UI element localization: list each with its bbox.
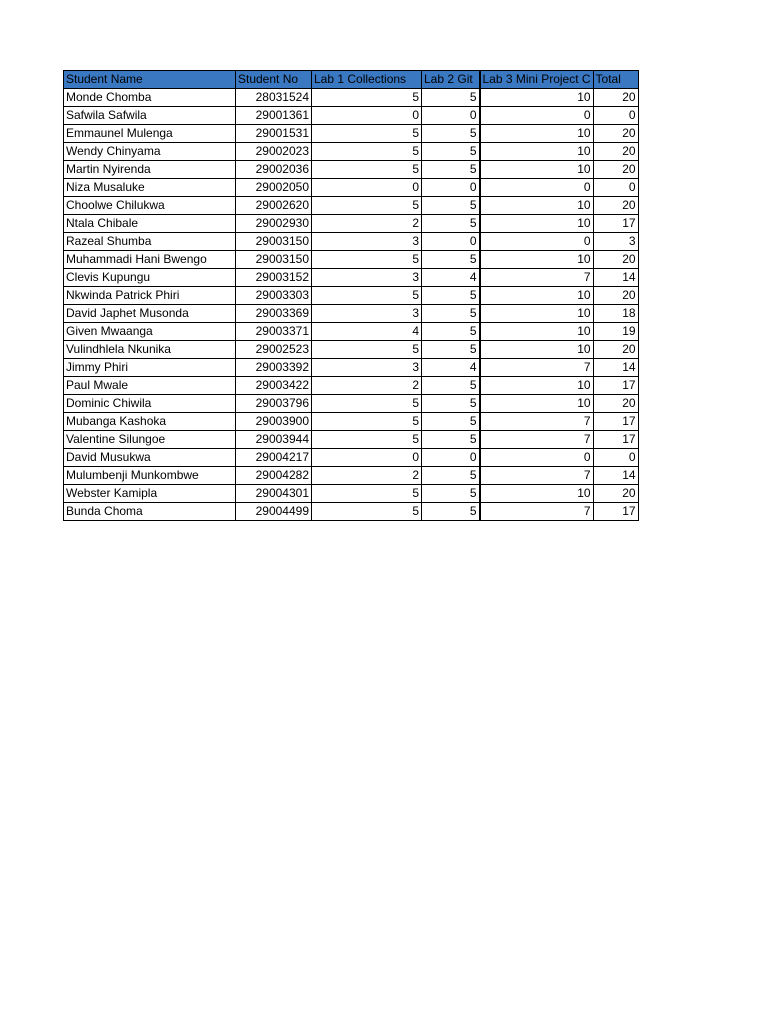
lab3-cell: 10 [480,251,594,269]
student-no-cell: 29002620 [236,197,312,215]
lab1-cell: 5 [312,143,422,161]
lab3-cell: 7 [480,269,594,287]
lab3-cell: 10 [480,377,594,395]
lab1-cell: 5 [312,197,422,215]
student-name-cell: David Musukwa [64,449,236,467]
total-cell: 20 [593,161,638,179]
header-lab2: Lab 2 Git [422,71,480,89]
student-no-cell: 29003371 [236,323,312,341]
lab3-cell: 0 [480,233,594,251]
lab1-cell: 0 [312,179,422,197]
student-name-cell: Muhammadi Hani Bwengo [64,251,236,269]
lab3-cell: 10 [480,305,594,323]
total-cell: 20 [593,125,638,143]
lab1-cell: 5 [312,503,422,521]
student-name-cell: Mulumbenji Munkombwe [64,467,236,485]
student-name-cell: Monde Chomba [64,89,236,107]
lab3-cell: 0 [480,179,594,197]
lab3-cell: 10 [480,143,594,161]
table-row [64,125,639,143]
student-no-cell: 29001361 [236,107,312,125]
lab2-cell: 5 [422,287,480,305]
lab1-cell: 3 [312,233,422,251]
table-row [64,89,639,107]
student-name-cell: Choolwe Chilukwa [64,197,236,215]
lab1-cell: 5 [312,125,422,143]
student-name-cell: Razeal Shumba [64,233,236,251]
total-cell: 20 [593,287,638,305]
lab1-cell: 5 [312,161,422,179]
student-name-cell: Jimmy Phiri [64,359,236,377]
lab2-cell: 5 [422,125,480,143]
table-row [64,161,639,179]
lab3-cell: 7 [480,467,594,485]
lab1-cell: 5 [312,89,422,107]
header-total: Total [593,71,638,89]
total-cell: 17 [593,377,638,395]
student-no-cell: 29004282 [236,467,312,485]
student-name-cell: Wendy Chinyama [64,143,236,161]
table-row [64,305,639,323]
lab1-cell: 5 [312,395,422,413]
student-name-cell: Ntala Chibale [64,215,236,233]
lab3-cell: 0 [480,107,594,125]
student-no-cell: 29002523 [236,341,312,359]
table-row [64,467,639,485]
table-row [64,179,639,197]
header-row [64,71,639,89]
student-no-cell: 29001531 [236,125,312,143]
student-name-cell: Paul Mwale [64,377,236,395]
lab3-cell: 10 [480,215,594,233]
lab2-cell: 5 [422,341,480,359]
student-no-cell: 29002930 [236,215,312,233]
total-cell: 0 [593,179,638,197]
student-no-cell: 29002050 [236,179,312,197]
header-student-no: Student No [236,71,312,89]
total-cell: 3 [593,233,638,251]
student-no-cell: 29003900 [236,413,312,431]
total-cell: 20 [593,485,638,503]
table-row [64,341,639,359]
lab2-cell: 5 [422,467,480,485]
lab3-cell: 10 [480,125,594,143]
table-row [64,233,639,251]
table-row [64,143,639,161]
total-cell: 20 [593,143,638,161]
lab2-cell: 0 [422,449,480,467]
lab3-cell: 7 [480,503,594,521]
total-cell: 20 [593,341,638,359]
lab1-cell: 5 [312,287,422,305]
header-lab3: Lab 3 Mini Project C [480,71,594,89]
lab3-cell: 7 [480,413,594,431]
student-name-cell: Nkwinda Patrick Phiri [64,287,236,305]
student-no-cell: 29004217 [236,449,312,467]
lab1-cell: 5 [312,341,422,359]
student-name-cell: Dominic Chiwila [64,395,236,413]
lab3-cell: 10 [480,341,594,359]
lab2-cell: 5 [422,215,480,233]
lab2-cell: 5 [422,377,480,395]
table-row [64,107,639,125]
lab2-cell: 5 [422,395,480,413]
header-student-name: Student Name [64,71,236,89]
lab2-cell: 5 [422,503,480,521]
lab3-cell: 0 [480,449,594,467]
total-cell: 17 [593,503,638,521]
lab1-cell: 5 [312,413,422,431]
lab2-cell: 5 [422,323,480,341]
lab2-cell: 0 [422,233,480,251]
table-row [64,215,639,233]
total-cell: 20 [593,89,638,107]
total-cell: 0 [593,449,638,467]
header-lab1: Lab 1 Collections [312,71,422,89]
total-cell: 14 [593,467,638,485]
lab3-cell: 7 [480,431,594,449]
student-name-cell: Valentine Silungoe [64,431,236,449]
lab2-cell: 5 [422,197,480,215]
lab2-cell: 4 [422,269,480,287]
student-name-cell: Bunda Choma [64,503,236,521]
student-name-cell: Niza Musaluke [64,179,236,197]
student-no-cell: 29004499 [236,503,312,521]
student-name-cell: Safwila Safwila [64,107,236,125]
student-name-cell: Mubanga Kashoka [64,413,236,431]
table-row [64,323,639,341]
lab1-cell: 3 [312,269,422,287]
total-cell: 17 [593,215,638,233]
lab1-cell: 5 [312,431,422,449]
student-no-cell: 29003150 [236,233,312,251]
lab1-cell: 2 [312,467,422,485]
total-cell: 20 [593,251,638,269]
student-no-cell: 29003422 [236,377,312,395]
lab3-cell: 10 [480,485,594,503]
student-no-cell: 29003152 [236,269,312,287]
total-cell: 0 [593,107,638,125]
student-no-cell: 29003796 [236,395,312,413]
total-cell: 18 [593,305,638,323]
student-no-cell: 29003150 [236,251,312,269]
table-row [64,269,639,287]
table-row [64,503,639,521]
student-name-cell: Martin Nyirenda [64,161,236,179]
lab3-cell: 10 [480,161,594,179]
lab2-cell: 5 [422,89,480,107]
student-no-cell: 29003369 [236,305,312,323]
lab3-cell: 10 [480,89,594,107]
table-row [64,377,639,395]
table-row [64,287,639,305]
student-no-cell: 28031524 [236,89,312,107]
lab2-cell: 5 [422,431,480,449]
student-no-cell: 29004301 [236,485,312,503]
lab2-cell: 5 [422,143,480,161]
total-cell: 17 [593,431,638,449]
student-name-cell: Vulindhlela Nkunika [64,341,236,359]
table-row [64,395,639,413]
lab1-cell: 3 [312,359,422,377]
lab1-cell: 5 [312,251,422,269]
total-cell: 19 [593,323,638,341]
total-cell: 20 [593,197,638,215]
lab2-cell: 5 [422,161,480,179]
total-cell: 20 [593,395,638,413]
table-row [64,413,639,431]
student-no-cell: 29003392 [236,359,312,377]
student-name-cell: Emmaunel Mulenga [64,125,236,143]
lab3-cell: 10 [480,287,594,305]
lab2-cell: 4 [422,359,480,377]
lab1-cell: 5 [312,485,422,503]
total-cell: 17 [593,413,638,431]
lab2-cell: 5 [422,251,480,269]
lab2-cell: 0 [422,179,480,197]
student-name-cell: Clevis Kupungu [64,269,236,287]
student-name-cell: Given Mwaanga [64,323,236,341]
table-row [64,485,639,503]
table-row [64,431,639,449]
student-marks-table [63,70,639,521]
student-no-cell: 29003303 [236,287,312,305]
student-name-cell: Webster Kamipla [64,485,236,503]
student-no-cell: 29002036 [236,161,312,179]
student-no-cell: 29003944 [236,431,312,449]
student-name-cell: David Japhet Musonda [64,305,236,323]
lab1-cell: 0 [312,107,422,125]
student-no-cell: 29002023 [236,143,312,161]
table-row [64,251,639,269]
lab1-cell: 0 [312,449,422,467]
lab1-cell: 2 [312,377,422,395]
lab3-cell: 10 [480,395,594,413]
lab1-cell: 3 [312,305,422,323]
lab2-cell: 5 [422,305,480,323]
table-row [64,197,639,215]
lab3-cell: 10 [480,197,594,215]
total-cell: 14 [593,359,638,377]
lab2-cell: 5 [422,485,480,503]
table-row [64,359,639,377]
lab1-cell: 2 [312,215,422,233]
lab2-cell: 0 [422,107,480,125]
total-cell: 14 [593,269,638,287]
lab1-cell: 4 [312,323,422,341]
table-row [64,449,639,467]
lab2-cell: 5 [422,413,480,431]
lab3-cell: 7 [480,359,594,377]
lab3-cell: 10 [480,323,594,341]
